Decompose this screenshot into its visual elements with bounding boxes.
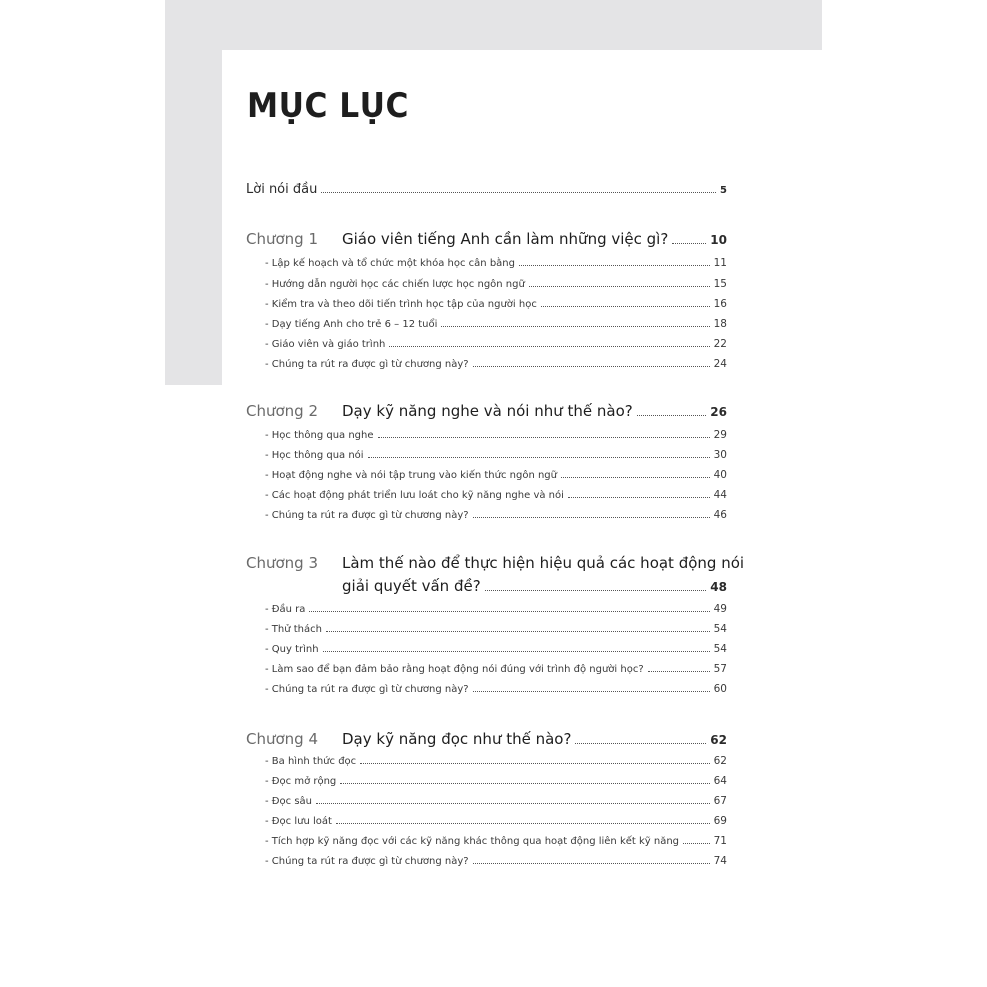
item-page: 62 — [713, 755, 727, 767]
chapter-page: 48 — [710, 580, 727, 594]
item-text: - Thử thách — [265, 624, 322, 635]
list-item — [265, 663, 727, 675]
chapter-heading-3 — [342, 577, 727, 595]
list-item — [265, 298, 727, 310]
dot-leader — [368, 450, 710, 459]
dot-leader — [321, 182, 716, 193]
dot-leader — [529, 279, 710, 288]
chapter-label: Chương 2 — [246, 402, 319, 420]
item-page: 16 — [713, 298, 727, 310]
chapter-page: 10 — [710, 233, 727, 247]
dot-leader — [360, 756, 709, 765]
item-page: 15 — [713, 278, 727, 290]
chapter-title: Dạy kỹ năng đọc như thế nào? — [342, 730, 572, 748]
dot-leader — [473, 510, 710, 519]
dot-leader — [568, 490, 710, 499]
chapter-label: Chương 4 — [246, 730, 319, 748]
dot-leader — [648, 664, 710, 673]
item-text: - Hoạt động nghe và nói tập trung vào kiến thức ngôn ngữ — [265, 470, 557, 481]
dot-leader — [561, 470, 710, 479]
dot-leader — [309, 604, 709, 613]
item-page: 24 — [713, 358, 727, 370]
list-item — [265, 358, 727, 370]
item-text: - Đầu ra — [265, 604, 306, 615]
dot-leader — [378, 430, 710, 439]
list-item — [265, 683, 727, 695]
list-item — [265, 338, 727, 350]
item-text: - Chúng ta rút ra được gì từ chương này? — [265, 510, 469, 521]
item-page: 22 — [713, 338, 727, 350]
item-page: 46 — [713, 509, 727, 521]
item-page: 67 — [713, 795, 727, 807]
dot-leader — [473, 359, 710, 368]
list-item — [265, 278, 727, 290]
list-item — [265, 318, 727, 330]
dot-leader — [473, 856, 710, 865]
chapter-title: Dạy kỹ năng nghe và nói như thế nào? — [342, 402, 633, 420]
item-page: 71 — [713, 835, 727, 847]
item-text: - Học thông qua nói — [265, 450, 364, 461]
list-item — [265, 603, 727, 615]
item-text: - Hướng dẫn người học các chiến lược học ngôn ngữ — [265, 279, 525, 290]
dot-leader — [340, 776, 709, 785]
dot-leader — [575, 732, 706, 744]
item-text: - Dạy tiếng Anh cho trẻ 6 – 12 tuổi — [265, 319, 438, 330]
chapter-title: Giáo viên tiếng Anh cần làm những việc gì? — [342, 230, 669, 248]
list-item — [265, 755, 727, 767]
dot-leader — [323, 644, 710, 653]
dot-leader — [473, 684, 710, 693]
list-item — [265, 855, 727, 867]
dot-leader — [389, 339, 709, 348]
list-item — [265, 489, 727, 501]
item-text: - Làm sao để bạn đảm bảo rằng hoạt động nói đúng với trình độ người học? — [265, 664, 644, 675]
item-page: 29 — [713, 429, 727, 441]
item-page: 30 — [713, 449, 727, 461]
chapter-page: 62 — [710, 733, 727, 747]
item-text: - Chúng ta rút ra được gì từ chương này? — [265, 684, 469, 695]
dot-leader — [683, 836, 710, 845]
item-text: - Đọc lưu loát — [265, 816, 332, 827]
page-title: MỤC LỤC — [247, 86, 409, 126]
toc-page — [222, 50, 822, 987]
item-text: - Chúng ta rút ra được gì từ chương này? — [265, 359, 469, 370]
chapter-label: Chương 3 — [246, 554, 319, 572]
chapter-heading-4 — [246, 730, 727, 748]
list-item — [265, 509, 727, 521]
item-text: - Lập kế hoạch và tổ chức một khóa học cân bằng — [265, 258, 515, 269]
chapter-title-line1: Làm thế nào để thực hiện hiệu quả các hoạt động nói — [342, 554, 745, 572]
dot-leader — [326, 624, 710, 633]
item-page: 44 — [713, 489, 727, 501]
item-page: 64 — [713, 775, 727, 787]
item-page: 57 — [713, 663, 727, 675]
list-item — [265, 429, 727, 441]
item-text: - Đọc sâu — [265, 796, 313, 807]
list-item — [265, 257, 727, 269]
item-text: - Đọc mở rộng — [265, 776, 337, 787]
chapter-heading-2 — [246, 402, 727, 420]
item-page: 54 — [713, 643, 727, 655]
chapter-heading-1 — [246, 230, 727, 248]
list-item — [265, 775, 727, 787]
item-text: - Tích hợp kỹ năng đọc với các kỹ năng khác thông qua hoạt động liên kết kỹ năng — [265, 836, 680, 847]
list-item — [265, 469, 727, 481]
dot-leader — [637, 404, 707, 416]
entry-label: Lời nói đầu — [246, 182, 318, 197]
item-text: - Kiểm tra và theo dõi tiến trình học tập của người học — [265, 299, 537, 310]
list-item — [265, 643, 727, 655]
item-page: 40 — [713, 469, 727, 481]
list-item — [265, 449, 727, 461]
list-item — [265, 815, 727, 827]
entry-page: 5 — [720, 185, 727, 196]
item-page: 60 — [713, 683, 727, 695]
item-page: 74 — [713, 855, 727, 867]
list-item — [265, 795, 727, 807]
toc-entry-preface — [246, 182, 727, 197]
item-text: - Các hoạt động phát triển lưu loát cho kỹ năng nghe và nói — [265, 490, 564, 501]
dot-leader — [336, 816, 710, 825]
item-text: - Quy trình — [265, 644, 319, 655]
dot-leader — [441, 319, 709, 328]
item-text: - Học thông qua nghe — [265, 430, 374, 441]
item-page: 49 — [713, 603, 727, 615]
dot-leader — [541, 299, 710, 308]
chapter-page: 26 — [710, 405, 727, 419]
item-page: 69 — [713, 815, 727, 827]
list-item — [265, 835, 727, 847]
dot-leader — [485, 579, 707, 591]
item-text: - Ba hình thức đọc — [265, 756, 357, 767]
chapter-label: Chương 1 — [246, 230, 319, 248]
item-page: 54 — [713, 623, 727, 635]
item-text: - Giáo viên và giáo trình — [265, 339, 386, 350]
chapter-title-line2: giải quyết vấn đề? — [342, 577, 481, 595]
item-page: 11 — [713, 257, 727, 269]
dot-leader — [316, 796, 710, 805]
dot-leader — [519, 258, 710, 267]
item-text: - Chúng ta rút ra được gì từ chương này? — [265, 856, 469, 867]
item-page: 18 — [713, 318, 727, 330]
dot-leader — [672, 232, 706, 244]
list-item — [265, 623, 727, 635]
